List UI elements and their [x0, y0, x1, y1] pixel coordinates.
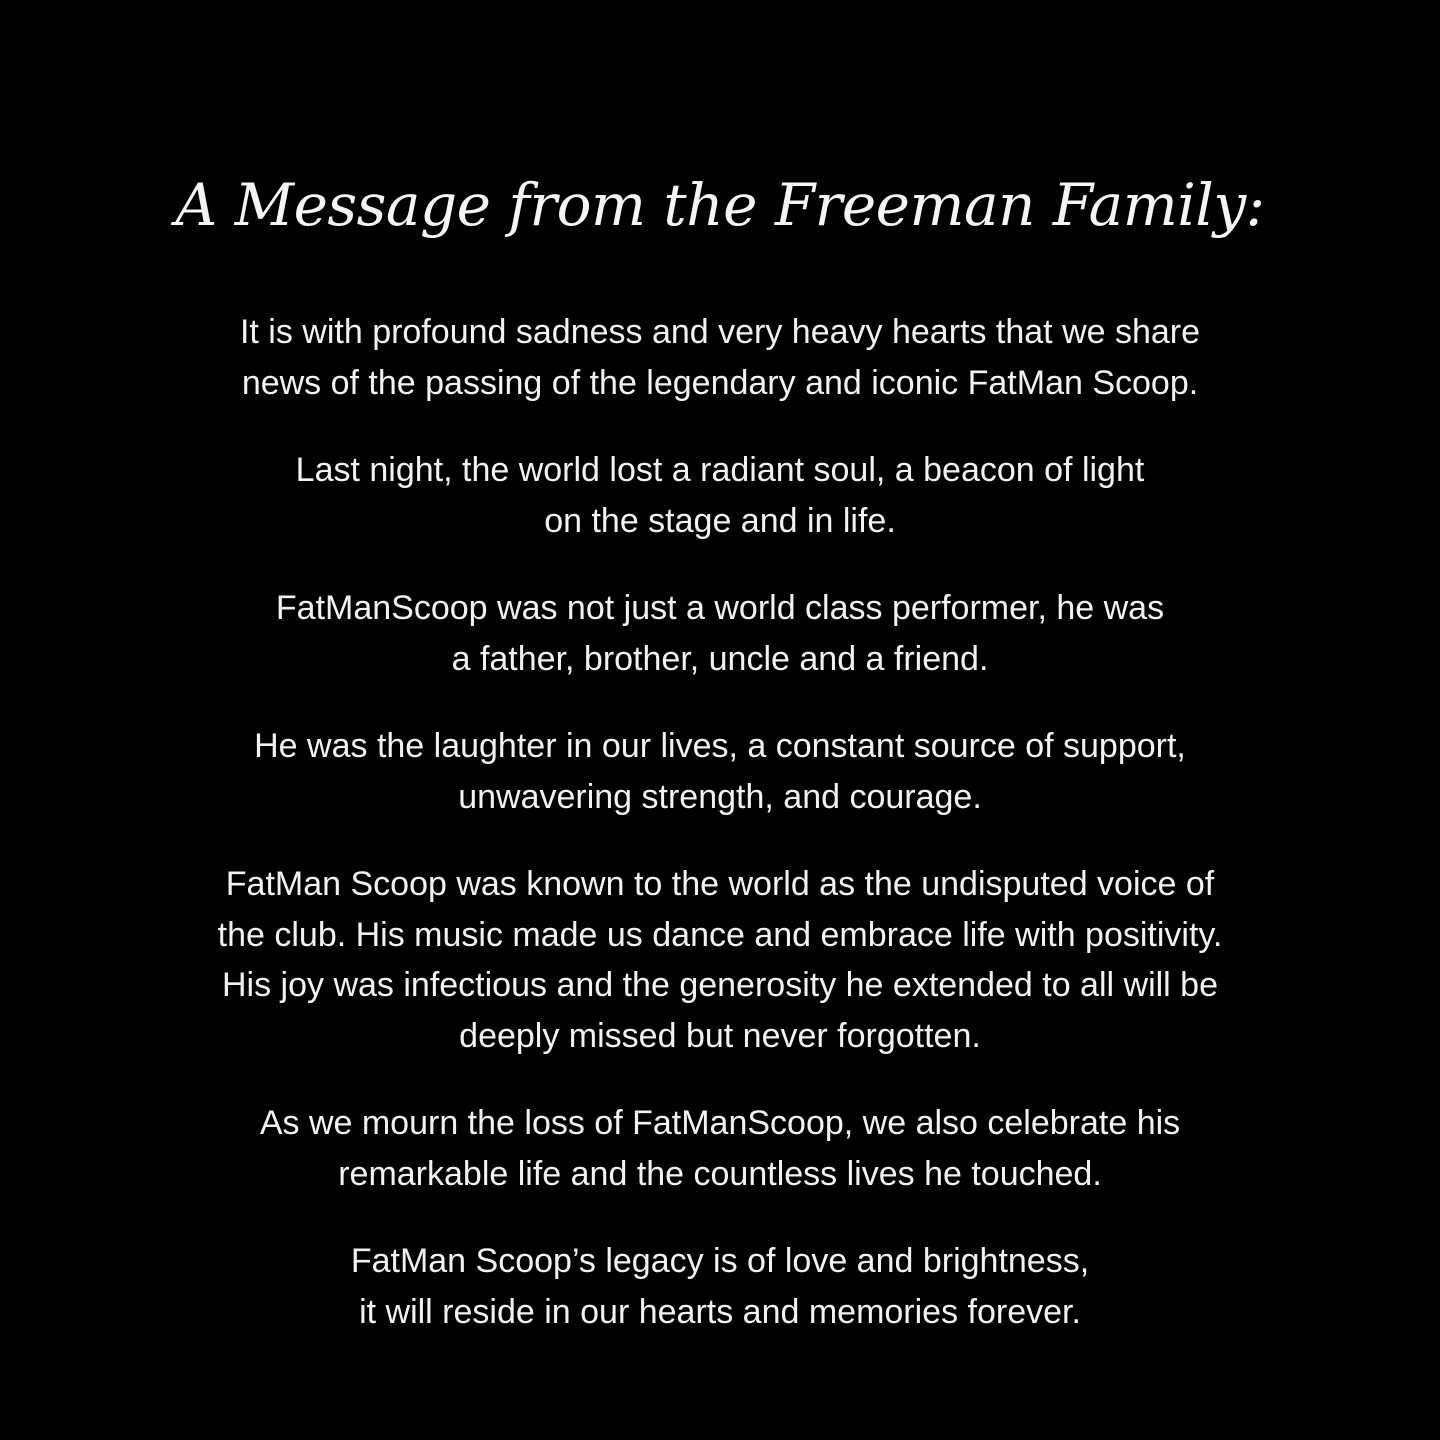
paragraph-line: news of the passing of the legendary and iconic FatMan Scoop.	[241, 363, 1199, 402]
paragraph-line: As we mourn the loss of FatManScoop, we also celebrate his	[259, 1104, 1181, 1142]
paragraph-legacy	[0, 1236, 1440, 1337]
paragraph-performer	[0, 583, 1440, 684]
paragraph-mourn	[0, 1098, 1440, 1199]
paragraph-line: the club. His music made us dance and embrace life with positivity.	[217, 915, 1223, 954]
message-body	[0, 307, 1440, 1374]
paragraph-line: it will reside in our hearts and memories forever.	[359, 1292, 1081, 1331]
paragraph-line: unwavering strength, and courage.	[458, 777, 982, 816]
paragraph-line: Last night, the world lost a radiant soul, a beacon of light	[295, 451, 1145, 489]
paragraph-line: deeply missed but never forgotten.	[459, 1016, 981, 1055]
paragraph-line: FatManScoop was not just a world class performer, he was	[275, 589, 1165, 627]
paragraph-line: It is with profound sadness and very heavy hearts that we share	[239, 313, 1201, 351]
paragraph-last-night	[0, 445, 1440, 546]
paragraph-line: FatMan Scoop was known to the world as the undisputed voice of	[225, 865, 1215, 903]
paragraph-line: FatMan Scoop’s legacy is of love and brightness,	[350, 1242, 1090, 1280]
paragraph-laughter	[0, 721, 1440, 822]
paragraph-voice-of-club	[0, 859, 1440, 1061]
paragraph-line: His joy was infectious and the generosity he extended to all will be	[221, 966, 1218, 1004]
paragraph-line: a father, brother, uncle and a friend.	[451, 639, 989, 678]
paragraph-line: remarkable life and the countless lives he touched.	[338, 1154, 1102, 1193]
paragraph-line: He was the laughter in our lives, a constant source of support,	[254, 727, 1186, 765]
paragraph-announcement	[0, 307, 1440, 408]
message-title: A Message from the Freeman Family:	[175, 171, 1265, 239]
paragraph-line: on the stage and in life.	[544, 501, 896, 540]
